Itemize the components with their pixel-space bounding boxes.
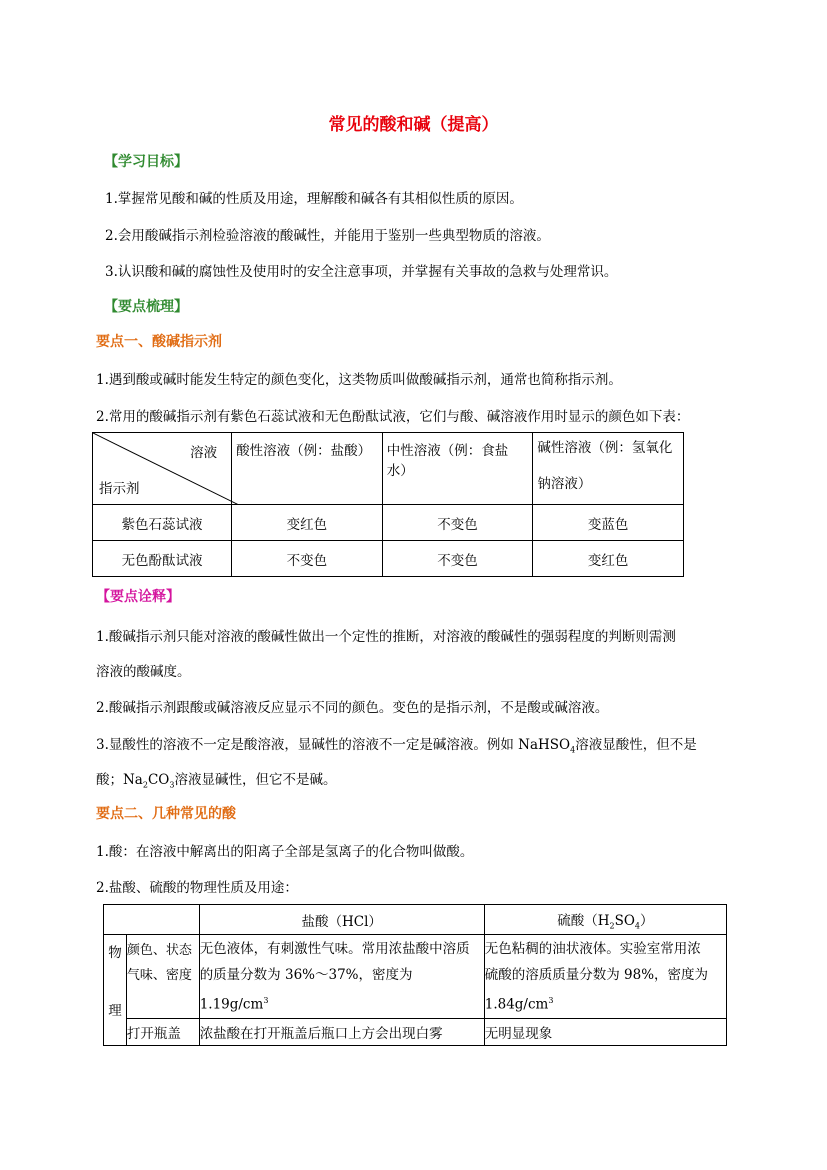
- indicator-table: [92, 432, 684, 577]
- table-row: [104, 1018, 727, 1045]
- row1-hcl: [199, 935, 484, 1019]
- col-base-line2: 钠溶液）: [537, 476, 592, 492]
- row1-h2so4-2: 硫酸的溶质质量分数为 98%，密度为: [484, 967, 709, 983]
- col-acid-header: 酸性溶液（例：盐酸）: [232, 433, 383, 505]
- row1-h2so4-3-sup: 3: [548, 996, 554, 1005]
- row2-hcl: 浓盐酸在打开瓶盖后瓶口上方会出现白雾: [199, 1018, 484, 1045]
- point1-header: 要点一、酸碱指示剂: [96, 334, 222, 350]
- table-row: [104, 935, 727, 1019]
- explain-line-2: 2.酸碱指示剂跟酸或碱溶液反应显示不同的颜色。变色的是指示剂，不是酸或碱溶液。: [96, 700, 609, 716]
- point2-line-1: 1.酸：在溶液中解离出的阳离子全部是氢离子的化合物叫做酸。: [96, 844, 474, 860]
- row1-hcl-2-pre: 的质量分数为 36%～37%，密度为 1.19g/cm: [199, 967, 413, 1013]
- row1-hcl-2-sup: 3: [263, 996, 269, 1005]
- table-row: [93, 541, 684, 577]
- points-header: 【要点梳理】: [104, 299, 188, 315]
- row-neutral: 不变色: [382, 541, 533, 577]
- col-neutral-header: 中性溶液（例：食盐水）: [382, 433, 533, 505]
- row1-label: [126, 935, 199, 1019]
- point1-line-2: 2.常用的酸碱指示剂有紫色石蕊试液和无色酚酞试液，它们与酸、碱溶液作用时显示的颜色如下表：: [96, 409, 690, 425]
- corner-bottom-label: 指示剂: [99, 481, 140, 497]
- explain-line-1a: 1.酸碱指示剂只能对溶液的酸碱性做出一个定性的推断，对溶液的酸碱性的强弱程度的判断则需测: [96, 629, 676, 645]
- row2-label: 打开瓶盖: [126, 1018, 199, 1045]
- col-h2so4-header: [484, 905, 726, 935]
- l3a-pre: 3.显酸性的溶液不一定是酸溶液，显碱性的溶液不一定是碱溶液。例如 NaHSO: [96, 737, 571, 753]
- point1-line-1: 1.遇到酸或碱时能发生特定的颜色变化，这类物质叫做酸碱指示剂，通常也简称指示剂。: [96, 372, 622, 388]
- table2-empty-corner: [104, 905, 200, 935]
- phys-char-2: 理: [108, 1003, 122, 1019]
- row1-h2so4-1: 无色粘稠的油状液体。实验室常用浓: [484, 941, 701, 957]
- h2so4-pre: 硫酸（H: [557, 912, 610, 929]
- row1-hcl-1: 无色液体，有刺激性气味。常用浓盐酸中溶质: [199, 941, 470, 957]
- row-base: 变红色: [533, 541, 684, 577]
- row-name: 紫色石蕊试液: [93, 505, 232, 541]
- goal-1: 1.掌握常见酸和碱的性质及用途，理解酸和碱各有其相似性质的原因。: [105, 191, 523, 207]
- h2so4-sub1: 2: [609, 921, 615, 931]
- h2so4-post: ）: [640, 912, 654, 929]
- row-acid: 变红色: [232, 505, 383, 541]
- l3b-pre: 酸；Na: [96, 772, 143, 788]
- acid-properties-table: [103, 904, 727, 1046]
- physical-label-cell: [104, 935, 127, 1046]
- page-title: 常见的酸和碱（提高）: [328, 115, 499, 135]
- explain-line-1b: 溶液的酸碱度。: [96, 664, 191, 680]
- table-row: [93, 505, 684, 541]
- row-base: 变蓝色: [533, 505, 684, 541]
- corner-top-label: 溶液: [190, 445, 218, 461]
- row2-h2so4: 无明显现象: [484, 1018, 726, 1045]
- row1-label-1: 颜色、状态: [126, 943, 192, 958]
- row-acid: 不变色: [232, 541, 383, 577]
- explain-line-3a: [96, 733, 697, 755]
- col-base-header: [533, 433, 684, 505]
- l3b-sub1: 2: [142, 780, 148, 790]
- table1-corner-cell: [93, 433, 232, 505]
- col-base-line1: 碱性溶液（例：氢氧化: [537, 440, 673, 456]
- phys-char-1: 物: [108, 945, 122, 961]
- goals-header: 【学习目标】: [104, 154, 188, 170]
- l3a-sub: 4: [570, 745, 576, 755]
- l3b-mid: CO: [147, 772, 170, 788]
- l3b-post: 溶液显碱性，但它不是碱。: [174, 772, 337, 788]
- row1-h2so4: [484, 935, 726, 1019]
- row1-h2so4-3-pre: 1.84g/cm: [484, 996, 549, 1013]
- h2so4-mid: SO: [614, 912, 635, 929]
- goal-2: 2.会用酸碱指示剂检验溶液的酸碱性，并能用于鉴别一些典型物质的溶液。: [105, 228, 550, 244]
- row1-hcl-2: [200, 962, 484, 1018]
- explain-line-3b: [96, 768, 336, 790]
- point2-line-2: 2.盐酸、硫酸的物理性质及用途：: [96, 880, 298, 896]
- explain-header: 【要点诠释】: [96, 589, 180, 605]
- l3a-post: 溶液显酸性，但不是: [575, 737, 697, 753]
- row1-label-2: 气味、密度: [126, 968, 192, 983]
- goal-3: 3.认识酸和碱的腐蚀性及使用时的安全注意事项，并掌握有关事故的急救与处理常识。: [105, 264, 618, 280]
- row-name: 无色酚酞试液: [93, 541, 232, 577]
- col-hcl-header: 盐酸（HCl）: [199, 905, 484, 935]
- point2-header: 要点二、几种常见的酸: [96, 806, 236, 822]
- row1-h2so4-3: [485, 988, 726, 1018]
- row-neutral: 不变色: [382, 505, 533, 541]
- l3b-sub2: 3: [169, 780, 175, 790]
- h2so4-sub2: 4: [634, 921, 641, 931]
